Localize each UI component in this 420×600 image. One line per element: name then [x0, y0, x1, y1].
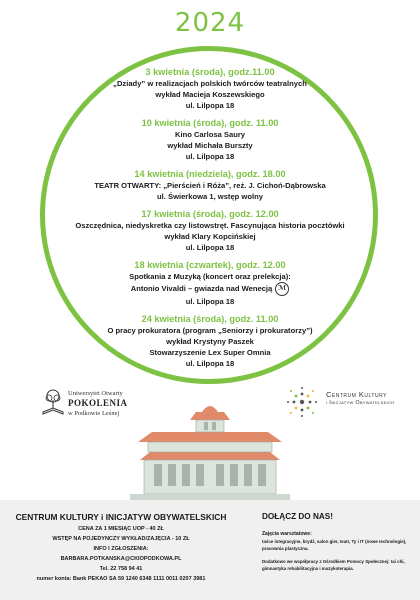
workshops-list: taśce integracyjne, brydż, salon gier, teatr, Ty i IT (nowe technologie), pracownia plastyczna.: [262, 539, 407, 551]
event-speaker: wykład Macieja Koszewskiego: [155, 90, 265, 99]
event-subtitle: Antonio Vivaldi – gwiazda nad Wenecją: [130, 284, 273, 293]
event-address: ul. Lilpopa 18: [185, 101, 235, 110]
event-title: Kino Carlosa Saury: [174, 130, 246, 139]
event-speaker: [40, 282, 380, 296]
event-speaker: wykład Krystyny Paszek: [166, 337, 254, 346]
event-address: ul. Lilpopa 18: [185, 152, 235, 161]
ck-logo: [282, 384, 412, 420]
event-title: „Dziady” w realizacjach polskich twórców teatralnych: [113, 79, 307, 88]
event-item: [40, 259, 380, 307]
event-title: Oszczędnica, niedyskretka czy listowstręt. Fascynująca historia pocztówki: [75, 221, 345, 230]
uo-line-3: w Podkowie Leśnej: [68, 410, 120, 417]
bank-account: numer konta: Bank PEKAO SA 59 1240 6348 1111 0011 0207 3981: [36, 576, 206, 582]
event-speaker: wykład Klary Kopcińskiej: [164, 232, 256, 241]
info-label: INFO I ZGŁOSZENIA:: [93, 546, 149, 552]
year-heading: 2024: [174, 8, 246, 38]
price-single: WSTĘP NA POJEDYNCZY WYKŁAD/ZAJĘCIA - 10 ZŁ: [52, 536, 190, 542]
uo-line-2: POKOLENIA: [68, 398, 128, 408]
event-title: Spotkania z Muzyką (koncert oraz prelekcja):: [129, 272, 291, 281]
event-title: O pracy prokuratora (program „Seniorzy i prokuratorzy”): [107, 326, 313, 335]
event-address: ul. Lilpopa 18: [185, 297, 235, 306]
footer-right-title: DOŁĄCZ DO NAS!: [262, 512, 333, 521]
partner-activities: Dodatkowo we współpracy z Ośrodkiem Pomocy Społecznej: tai chi, gimnastyka rehabilitacyjna i muzykoterapia.: [262, 559, 405, 571]
music-icon: ℳ: [275, 282, 289, 296]
contact-phone: Tel. 22 758 94 41: [99, 566, 143, 572]
event-title: TEATR OTWARTY: „Pierścień i Róża”, reż. J. Cichoń-Dąbrowska: [94, 181, 326, 190]
event-item: [40, 66, 380, 111]
event-item: [40, 168, 380, 202]
event-address: ul. Lilpopa 18: [185, 243, 235, 252]
event-date: 18 kwietnia (czwartek), godz. 12.00: [134, 260, 286, 270]
event-date: 10 kwietnia (środa), godz. 11.00: [141, 118, 279, 128]
events-list: [40, 66, 380, 369]
footer-left: [8, 510, 234, 584]
footer-left-title: CENTRUM KULTURY i INICJATYW OBYWATELSKICH: [15, 512, 227, 522]
event-speaker: wykład Michała Burszty: [167, 141, 253, 150]
book-tree-icon: [40, 388, 66, 416]
ck-line-1: Centrum Kultury: [326, 390, 387, 399]
event-address: ul. Świerkowa 1, wstęp wolny: [157, 192, 263, 201]
footer-right: [262, 510, 414, 572]
event-organizer: Stowarzyszenie Lex Super Omnia: [149, 348, 271, 357]
event-item: [40, 208, 380, 253]
event-date: 14 kwietnia (niedziela), godz. 18.00: [134, 169, 286, 179]
event-address: ul. Lilpopa 18: [185, 359, 235, 368]
ck-line-2: i Inicjatyw Obywatelskich: [326, 400, 395, 406]
footer-panel: [0, 500, 420, 600]
building-illustration: [120, 398, 300, 500]
event-date: 24 kwietnia (środa), godz. 11.00: [141, 314, 279, 324]
event-item: [40, 313, 380, 369]
event-date: 17 kwietnia (środa), godz. 12.00: [141, 209, 279, 219]
uo-line-1: Uniwersytet Otwarty: [68, 390, 123, 397]
event-date: 3 kwietnia (środa), godz.11.00: [145, 67, 275, 77]
contact-email[interactable]: BARBARA.POTKANSKA@CKIOPODKOWA.PL: [60, 556, 182, 562]
price-monthly: CENA ZA 1 MIESIĄC UOP - 40 ZŁ: [78, 526, 164, 532]
event-item: [40, 117, 380, 162]
workshops-label: Zajęcia warsztatowe:: [262, 531, 312, 537]
